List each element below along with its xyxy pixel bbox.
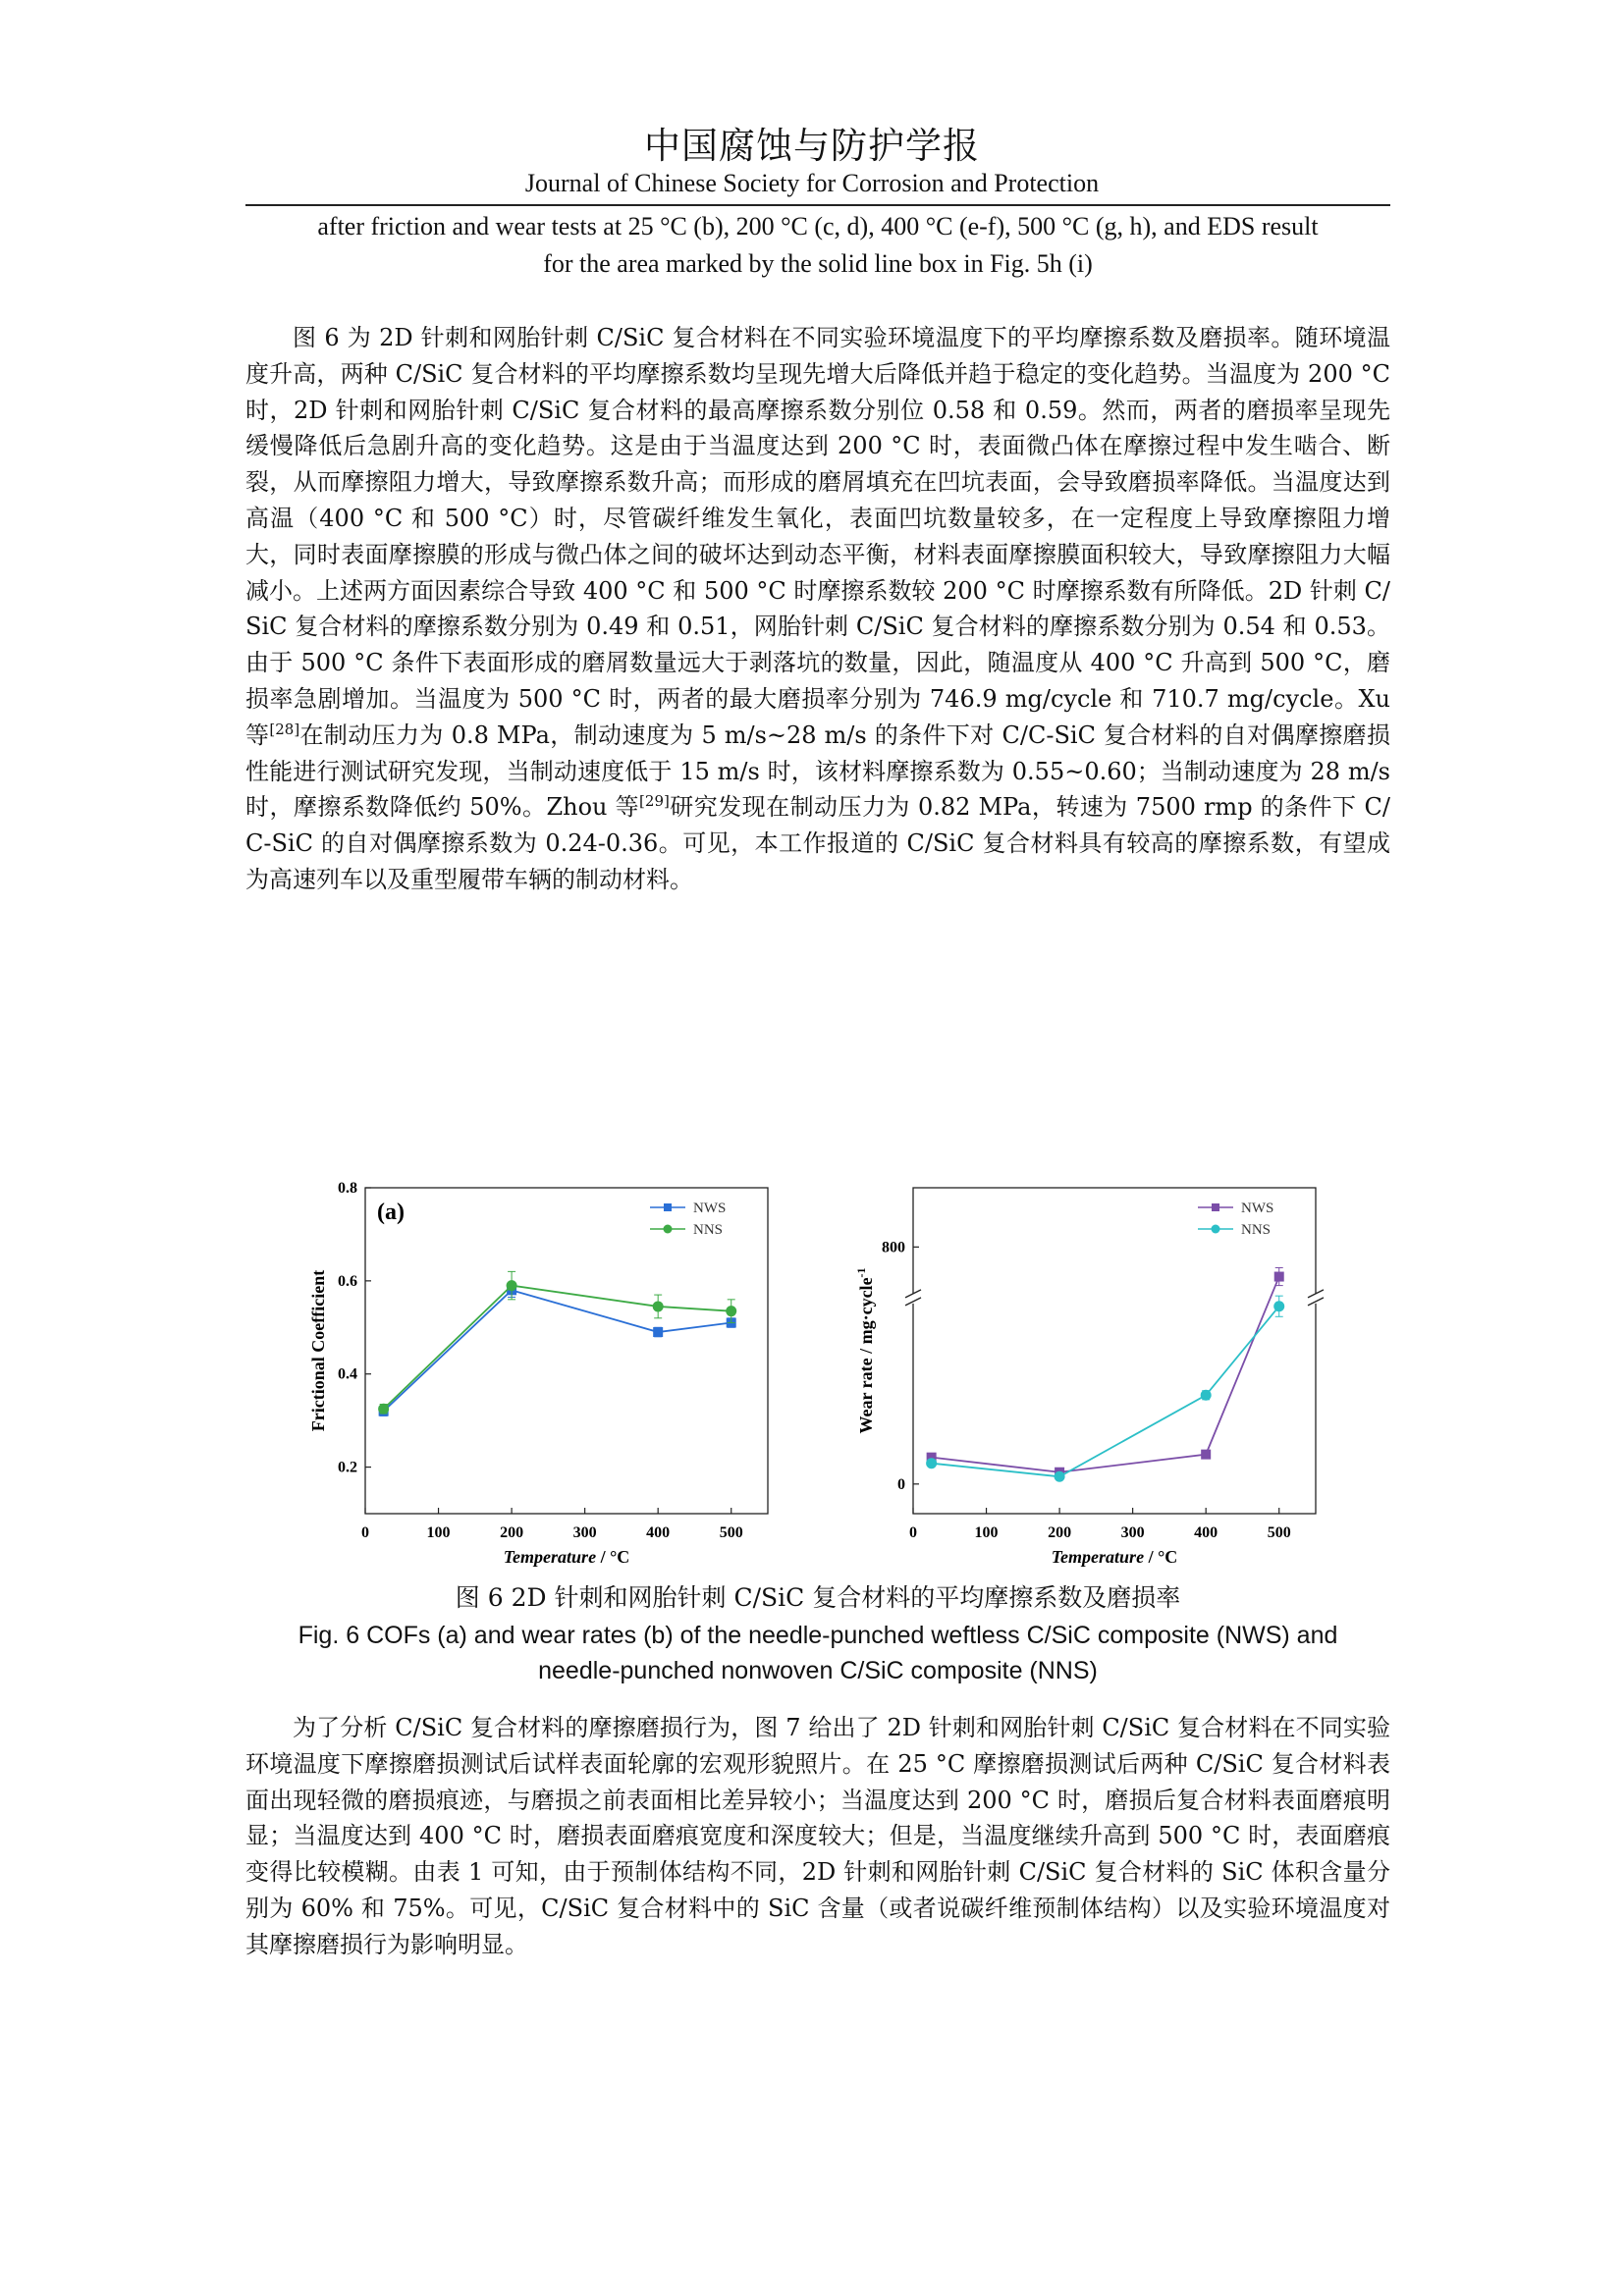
x-axis-label: Temperature / °C [503, 1547, 630, 1567]
data-point-nns [726, 1306, 736, 1316]
x-tick-label: 100 [426, 1524, 451, 1541]
figure-caption-en-line-2: needle-punched nonwoven C/SiC composite (NNS) [538, 1657, 1098, 1684]
legend-marker [664, 1225, 673, 1234]
data-point-nws [1201, 1450, 1211, 1460]
y-tick-label: 0 [897, 1475, 905, 1493]
y-tick-label: 800 [882, 1239, 905, 1256]
x-tick-label: 400 [646, 1524, 671, 1541]
data-point-nns [1201, 1390, 1212, 1401]
data-point-nws [1274, 1272, 1284, 1282]
legend-label: NNS [1241, 1222, 1272, 1238]
x-tick-label: 300 [572, 1524, 597, 1541]
y-axis-label: Frictional Coefficient [308, 1269, 328, 1432]
header-divider [245, 204, 1390, 206]
legend-marker [1212, 1225, 1220, 1234]
chart-a-svg [295, 1178, 795, 1571]
data-point-nns [378, 1404, 389, 1415]
legend-label: NNS [693, 1222, 724, 1238]
figure-caption-cn: 图 6 2D 针刺和网胎针刺 C/SiC 复合材料的平均摩擦系数及磨损率 [455, 1583, 1181, 1612]
journal-title-en: Journal of Chinese Society for Corrosion and Protection [524, 169, 1100, 197]
x-tick-label: 200 [1048, 1524, 1072, 1541]
legend-label: NWS [1241, 1201, 1274, 1216]
x-tick-label: 300 [1120, 1524, 1145, 1541]
x-tick-label: 200 [500, 1524, 524, 1541]
data-point-nns [1273, 1301, 1284, 1311]
y-tick-label: 0.6 [338, 1272, 357, 1290]
chart-frictional-coefficient [295, 1178, 795, 1575]
legend-marker [1212, 1203, 1219, 1211]
x-tick-label: 0 [361, 1524, 369, 1541]
paragraph-1-text-a: 图 6 为 2D 针刺和网胎针刺 C/SiC 复合材料在不同实验环境温度下的平均摩擦系数及磨损率。随环境温度升高，两种 C/SiC 复合材料的平均摩擦系数均呈现先增大后降低并趋于稳定的变化趋势。当温度为 200 °C 时，2D 针刺和网胎针刺 C/SiC 复合材料的最高摩擦系数分别位 0.58 和 0.59。然而，两者的磨损率呈现先缓慢降低后急剧升高的变化趋势。这是由于当温度达到 200 °C 时，表面微凸体在摩擦过程中发生啮合、断裂，从而摩擦阻力增大，导致摩擦系数升高；而形成的磨屑填充在凹坑表面，会导致磨损率降低。当温度达到高温（400 °C 和 500 °C）时，尽管碳纤维发生氧化，表面凹坑数量较多，在一定程度上导致摩擦阻力增大，同时表面摩擦膜的形成与微凸体之间的破坏达到动态平衡，材料表面摩擦膜面积较大，导致摩擦阻力大幅减小。上述两方面因素综合导致 400 °C 和 500 °C 时摩擦系数较 200 °C 时摩擦系数有所降低。2D 针刺 C/SiC 复合材料的摩擦系数分别为 0.49 和 0.51，网胎针刺 C/SiC 复合材料的摩擦系数分别为 0.54 和 0.53。由于 500 °C 条件下表面形成的磨屑数量远大于剥落坑的数量，因此，随温度从 400 °C 升高到 500 °C，磨损率急剧增加。当温度为 500 °C 时，两者的最大磨损率分别为 746.9 mg/cycle 和 710.7 mg/cycle。Xu 等 [245, 324, 1390, 749]
y-tick-label: 0.2 [338, 1459, 357, 1476]
x-tick-label: 400 [1194, 1524, 1218, 1541]
x-axis-label: Temperature / °C [1051, 1547, 1178, 1567]
previous-figure-caption [245, 208, 1390, 283]
x-tick-label: 500 [719, 1524, 743, 1541]
paragraph-1-text-b: 在制动压力为 0.8 MPa，制动速度为 5 m/s~28 m/s 的条件下对 C/C-SiC 复合材料的自对偶摩擦磨损性能进行测试研究发现，当制动速度低于 15 m/s 时，该材料摩擦系数为 0.55~0.60；当制动速度为 28 m/s 时，摩擦系数降低约 50%。Zhou 等 [245, 721, 1390, 822]
body-paragraph-2: 为了分析 C/SiC 复合材料的摩擦磨损行为，图 7 给出了 2D 针刺和网胎针刺 C/SiC 复合材料在不同实验环境温度下摩擦磨损测试后试样表面轮廓的宏观形貌照片。在 25 °C 摩擦磨损测试后两种 C/SiC 复合材料表面出现轻微的磨损痕迹，与磨损之前表面相比差异较小；当温度达到 200 °C 时，磨损后复合材料表面磨痕明显；当温度达到 400 °C 时，磨损表面磨痕宽度和深度较大；但是，当温度继续升高到 500 °C 时，表面磨痕变得比较模糊。由表 1 可知，由于预制体结构不同，2D 针刺和网胎针刺 C/SiC 复合材料的 SiC 体积含量分别为 60% 和 75%。可见，C/SiC 复合材料中的 SiC 含量（或者说碳纤维预制体结构）以及实验环境温度对其摩擦磨损行为影响明显。 [245, 1714, 1390, 1958]
citation-28[interactable]: [28] [269, 720, 300, 738]
legend-marker [664, 1203, 672, 1211]
data-point-nns [1055, 1471, 1065, 1482]
data-point-nws [653, 1327, 663, 1337]
legend-label: NWS [693, 1201, 727, 1216]
panel-label: (a) [377, 1200, 405, 1225]
y-tick-label: 0.4 [338, 1365, 357, 1383]
previous-caption-line-1: after friction and wear tests at 25 °C (b), 200 °C (c, d), 400 °C (e-f), 500 °C (g, h), and EDS result [317, 212, 1319, 240]
x-tick-label: 0 [909, 1524, 917, 1541]
journal-title-cn: 中国腐蚀与防护学报 [644, 125, 980, 167]
data-point-nns [653, 1301, 664, 1311]
x-tick-label: 100 [974, 1524, 999, 1541]
paragraph-1-text-c: 研究发现在制动压力为 0.82 MPa，转速为 7500 rmp 的条件下 C/C-SiC 的自对偶摩擦系数为 0.24-0.36。可见，本工作报道的 C/SiC 复合材料具有较高的摩擦系数，有望成为高速列车以及重型履带车辆的制动材料。 [245, 793, 1391, 893]
data-point-nns [507, 1280, 517, 1291]
data-point-nns [926, 1458, 937, 1468]
figure-caption-en-line-1: Fig. 6 COFs (a) and wear rates (b) of the needle-punched weftless C/SiC composite (NWS) and [298, 1622, 1338, 1649]
figure-caption-en [245, 1618, 1390, 1688]
chart-b-svg [842, 1178, 1343, 1571]
previous-caption-line-2: for the area marked by the solid line box in Fig. 5h (i) [543, 249, 1093, 278]
y-axis-label: Wear rate / mg·cycle$^{-1}$ [854, 1267, 876, 1434]
y-tick-label: 0.8 [338, 1180, 357, 1197]
citation-29[interactable]: [29] [639, 792, 670, 811]
x-tick-label: 500 [1267, 1524, 1291, 1541]
body-paragraph-1 [245, 320, 1390, 898]
chart-wear-rate [842, 1178, 1343, 1575]
series-line-nns [932, 1307, 1279, 1477]
series-line-nws [932, 1277, 1279, 1472]
